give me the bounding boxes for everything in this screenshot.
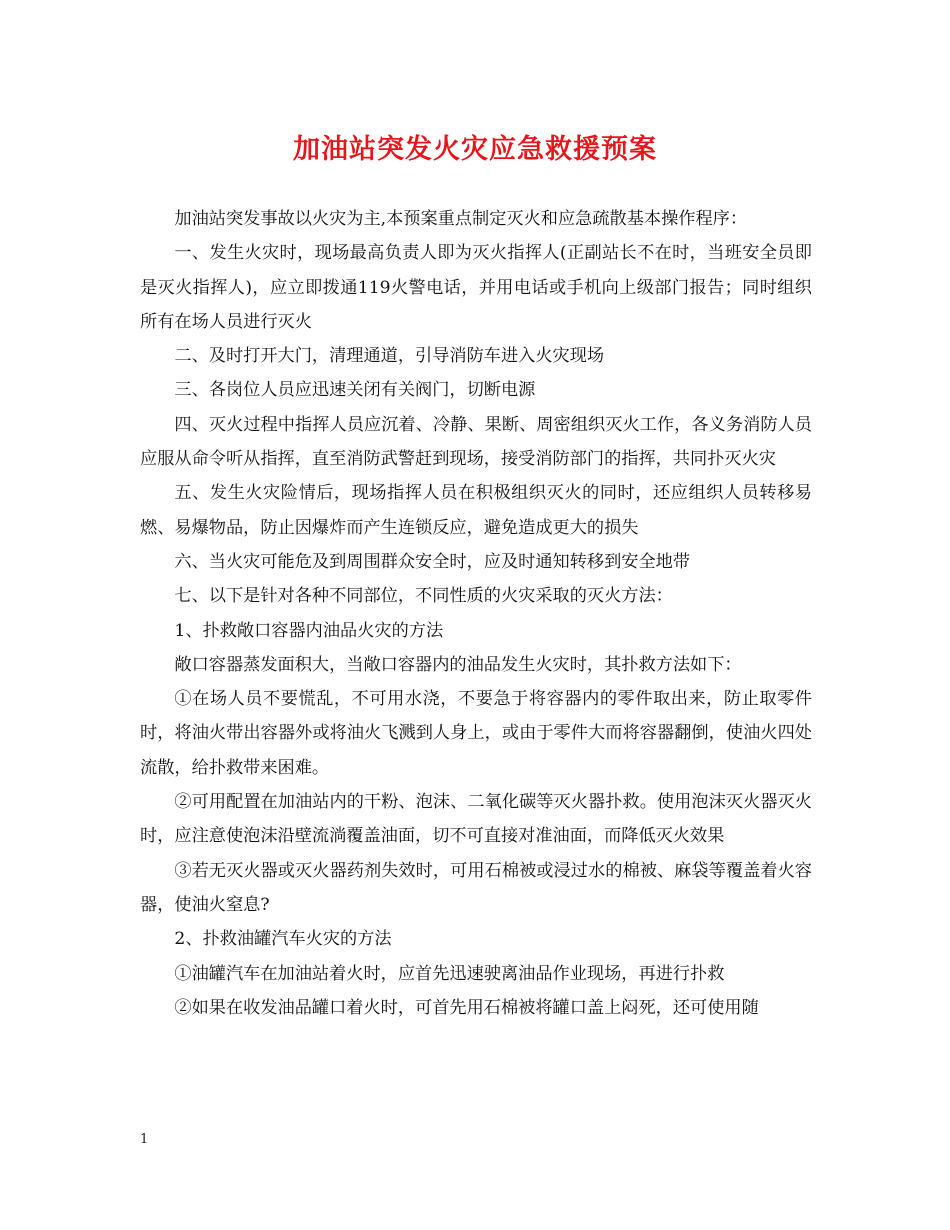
- paragraph: 加油站突发事故以火灾为主,本预案重点制定灭火和应急疏散基本操作程序：: [174, 209, 748, 229]
- paragraph: ①油罐汽车在加油站着火时，应首先迅速驶离油品作业现场，再进行扑救: [174, 963, 725, 984]
- paragraph: 七、以下是针对各种不同部位，不同性质的火灾采取的灭火方法：: [174, 586, 673, 607]
- paragraph: ②如果在收发油品罐口着火时，可首先用石棉被将罐口盖上闷死，还可使用随: [174, 997, 759, 1018]
- page-number: 1: [140, 1132, 149, 1147]
- paragraph: 六、当火灾可能危及到周围群众安全时，应及时通知转移到安全地带: [174, 551, 691, 572]
- paragraph: 三、各岗位人员应迅速关闭有关阀门，切断电源: [174, 380, 536, 401]
- paragraph: 一、发生火灾时，现场最高负责人即为灭火指挥人(正副站长不在时，当班安全员即是灭火指挥人)，应立即拨通119火警电话，并用电话或手机向上级部门报告；同时组织所有在场人员进行灭火: [140, 243, 812, 332]
- document-body: [140, 202, 812, 1025]
- paragraph: ③若无灭火器或灭火器药剂失效时，可用石棉被或浸过水的棉被、麻袋等覆盖着火容器，使油火窒息?: [140, 860, 812, 915]
- paragraph: 四、灭火过程中指挥人员应沉着、冷静、果断、周密组织灭火工作，各义务消防人员应服从命令听从指挥，直至消防武警赶到现场，接受消防部门的指挥，共同扑灭火灾: [140, 414, 812, 470]
- paragraph: 1、扑救敞口容器内油品火灾的方法: [174, 620, 444, 641]
- paragraph: 二、及时打开大门，清理通道，引导消防车进入火灾现场: [174, 346, 605, 367]
- paragraph: ①在场人员不要慌乱，不可用水浇，不要急于将容器内的零件取出来，防止取零件时，将油火带出容器外或将油火飞溅到人身上，或由于零件大而将容器翻倒，使油火四处流散，给扑救带来困难。: [140, 689, 812, 778]
- paragraph: 五、发生火灾险情后，现场指挥人员在积极组织灭火的同时，还应组织人员转移易燃、易爆物品，防止因爆炸而产生连锁反应，避免造成更大的损失: [140, 483, 812, 538]
- paragraph: ②可用配置在加油站内的干粉、泡沫、二氧化碳等灭火器扑救。使用泡沫灭火器灭火时，应注意使泡沫沿壁流淌覆盖油面，切不可直接对准油面，而降低灭火效果: [140, 792, 812, 847]
- paragraph: 2、扑救油罐汽车火灾的方法: [174, 929, 392, 950]
- document-title: 加油站突发火灾应急救援预案: [293, 134, 657, 165]
- paragraph: 敞口容器蒸发面积大，当敞口容器内的油品发生火灾时，其扑救方法如下：: [174, 654, 742, 675]
